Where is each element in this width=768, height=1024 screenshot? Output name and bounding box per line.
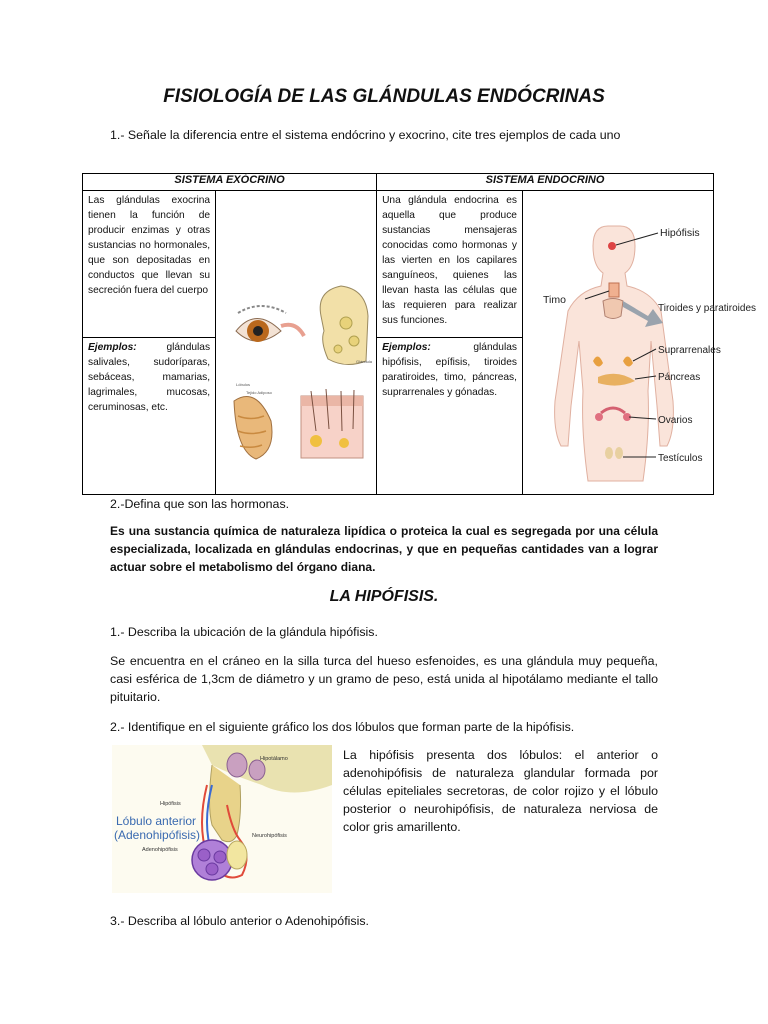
label-adenohipofisis: Adenohipófisis bbox=[142, 847, 178, 853]
endocrine-examples-label: Ejemplos: bbox=[382, 341, 431, 353]
svg-text:Glándula: Glándula bbox=[356, 359, 373, 364]
label-hipofisis: Hipófisis bbox=[659, 227, 700, 239]
question-1: 1.- Señale la diferencia entre el sistema endócrino y exocrino, cite tres ejemplos de cada uno bbox=[110, 128, 621, 142]
exocrine-glands-image bbox=[216, 191, 376, 491]
exocrine-header: SISTEMA EXÓCRINO bbox=[83, 174, 377, 191]
label-adenohipofisis-paren: (Adenohipófisis) bbox=[114, 828, 201, 842]
label-hipofisis-fig: Hipófisis bbox=[160, 801, 181, 807]
label-testiculos: Testículos bbox=[657, 453, 703, 464]
page-title: FISIOLOGÍA DE LAS GLÁNDULAS ENDÓCRINAS bbox=[163, 86, 605, 107]
label-pancreas: Páncreas bbox=[657, 372, 701, 383]
hipofisis-question-3: 3.- Describa al lóbulo anterior o Adenohipófisis. bbox=[110, 914, 369, 928]
answer-2: Es una sustancia química de naturaleza lipídica o proteica la cual es segregada por una célula especializada, localizada en glándulas endocrinas, y que en pequeñas cantidades van a lograr actuar sobre el metabolismo del órgano diana. bbox=[110, 524, 658, 574]
svg-text:Lóbulos: Lóbulos bbox=[236, 382, 251, 387]
section-title-hipofisis: LA HIPÓFISIS. bbox=[329, 588, 439, 605]
label-hipotalamo: Hipotálamo bbox=[260, 756, 288, 762]
label-tiroides-text: Tiroides y paratiroides bbox=[657, 303, 756, 314]
svg-text:Tejido Adiposo: Tejido Adiposo bbox=[246, 390, 272, 395]
hypophysis-figure bbox=[112, 745, 332, 893]
hipofisis-question-2: 2.- Identifique en el siguiente gráfico los dos lóbulos que forman parte de la hipófisis. bbox=[110, 720, 575, 734]
label-suprarrenales: Suprarrenales bbox=[657, 345, 721, 356]
label-lobulo-anterior: Lóbulo anterior bbox=[116, 814, 197, 828]
label-tiroides bbox=[658, 303, 756, 314]
endocrine-header: SISTEMA ENDOCRINO bbox=[377, 174, 714, 191]
endocrine-definition: Una glándula endocrina es aquella que produce sustancias mensajeras conocidas como hormonas y las vierten en los capilares sanguíneos, quienes las llevan hasta las células que las requieren para realizar sus funciones. bbox=[382, 195, 517, 326]
endocrine-image-cell bbox=[522, 191, 756, 495]
label-neurohipofisis: Neurohipófisis bbox=[252, 833, 287, 839]
endocrine-glands-image bbox=[523, 191, 756, 491]
comparison-table bbox=[82, 173, 756, 495]
exocrine-examples: glándulas salivales, sudoríparas, sebáceas, mamarias, lagrimales, mucosas, ceruminosas, etc. bbox=[88, 341, 211, 413]
question-2: 2.-Defina que son las hormonas. bbox=[110, 497, 290, 511]
endocrine-examples-cell bbox=[377, 337, 523, 494]
hipofisis-question-1: 1.- Describa la ubicación de la glándula hipófisis. bbox=[110, 625, 378, 639]
label-timo: Timo bbox=[542, 294, 566, 306]
exocrine-examples-label: Ejemplos: bbox=[88, 341, 137, 353]
hipofisis-answer-1: Se encuentra en el cráneo en la silla turca del hueso esfenoides, es una glándula muy pequeña, casi esférica de 1,3cm de diámetro y un gramo de peso, está unida al hipotálamo mediante el tallo pituitario. bbox=[110, 654, 658, 704]
hypophysis-image bbox=[112, 745, 332, 893]
exocrine-examples-cell bbox=[83, 337, 216, 494]
exocrine-image-cell bbox=[216, 191, 377, 495]
hipofisis-answer-2: La hipófisis presenta dos lóbulos: el anterior o adenohipófisis de naturaleza glandular formada por células epiteliales secretoras, de color rojizo y el lóbulo posterior o neurohipófisis, de naturaleza nerviosa de color gris amarillento. bbox=[343, 748, 658, 834]
exocrine-definition: Las glándulas exocrina tienen la función de producir enzimas y otras sustancias no hormonales, que son depositadas en conductos que llevan su secreción fuera del cuerpo bbox=[88, 195, 211, 296]
exocrine-definition-cell bbox=[83, 191, 216, 338]
label-ovarios: Ovarios bbox=[657, 415, 693, 426]
endocrine-definition-cell bbox=[377, 191, 523, 338]
endocrine-examples: glándulas hipófisis, epífisis, tiroides paratiroides, timo, páncreas, suprarrenales y gónadas. bbox=[382, 341, 517, 398]
